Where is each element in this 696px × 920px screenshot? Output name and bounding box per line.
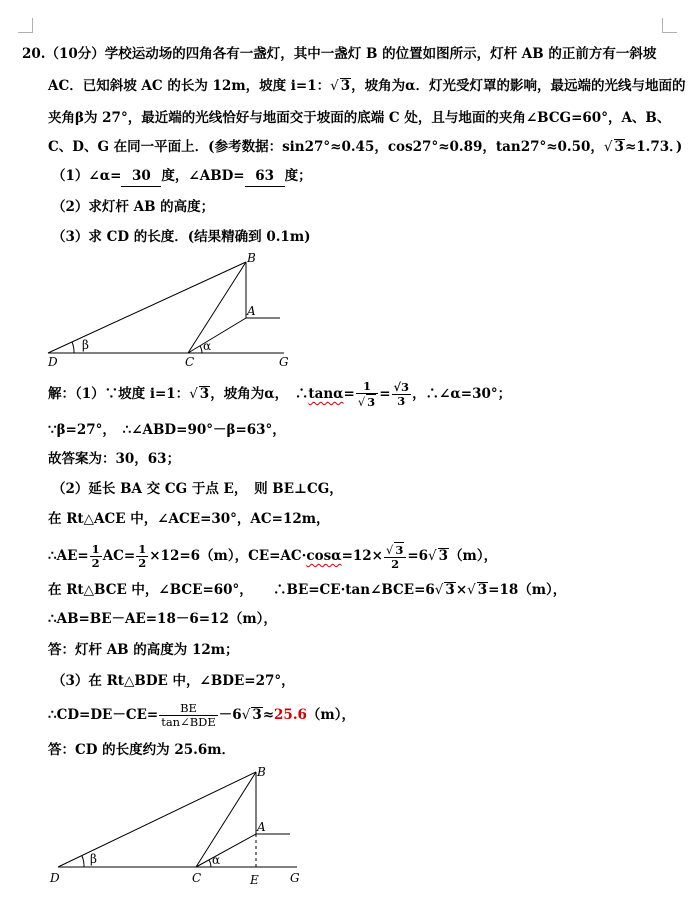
crop-mark-top-left (18, 18, 33, 33)
sqrt-sign: √ (330, 78, 339, 94)
label-a: A (247, 304, 256, 318)
label-a: A (257, 820, 266, 834)
label-c: C (192, 871, 202, 885)
fraction-1-over-sqrt3: $\frac{1}{√ 3}$ (356, 380, 378, 409)
figure-slope-diagram (40, 252, 340, 372)
label-e: E (250, 873, 259, 887)
label-alpha: α (203, 339, 212, 353)
solution-line-12: 答：CD 的长度约为 25.6m． (48, 742, 236, 758)
sqrt-radicand: 3 (340, 78, 351, 94)
figure-slope-diagram-extended (40, 762, 340, 892)
label-d: D (50, 871, 60, 885)
problem-line-2: AC．已知斜坡 AC 的长为 12m，坡度 i=1：√ 3，坡角为α．灯光受灯罩的影响，最远端的光线与地面的 (48, 78, 686, 94)
label-b: B (257, 765, 266, 779)
answer-blank-abd: 63 (245, 166, 285, 187)
solution-line-7: 在 Rt△BCE 中，∠BCE=60°， ∴BE=CE·tan∠BCE=6√ 3×√ 3=18（m）， (48, 582, 567, 598)
problem-line-3: 夹角β为 27°，最近端的光线恰好与地面交于坡面的底端 C 处，且与地面的夹角∠BCG=60°，A、B、 (48, 110, 671, 126)
question-3: （3）求 CD 的长度．(结果精确到 0.1m) (52, 229, 311, 245)
label-beta: β (90, 852, 97, 866)
label-beta: β (82, 338, 89, 352)
label-b: B (247, 252, 256, 265)
solution-line-9: 答：灯杆 AB 的高度为 12m； (48, 642, 239, 658)
solution-line-1: 解：（1）∵坡度 i=1：√ 3，坡角为α， ∴tanα= $\frac{1}{√ 3}$ = $\frac{√3}{3}$ ，∴∠α=30°； (48, 379, 512, 409)
question-2: （2）求灯杆 AB 的高度； (52, 199, 215, 215)
problem-line-1: 20.（10分）学校运动场的四角各有一盏灯，其中一盏灯 B 的位置如图所示，灯杆 AB 的正前方有一斜坡 (22, 46, 657, 62)
problem-line-4: C、D、G 在同一平面上．(参考数据：sin27°≈0.45，cos27°≈0.89，tan27°≈0.50，√ 3≈1.73．) (48, 139, 683, 155)
question-1: （1）∠α= 30 度，∠ABD= 63 度； (52, 166, 312, 187)
label-alpha: α (212, 853, 221, 867)
solution-line-6: ∴AE= $\frac{1}{2}$ AC= $\frac{1}{2}$ ×12=6（m），CE=AC·cosα=12× $\frac{√ 3}{2}$ =6√ 3（m）， (48, 542, 498, 571)
crop-mark-top-right (662, 18, 677, 33)
solution-line-10: （3）在 Rt△BDE 中，∠BDE=27°， (52, 673, 295, 689)
problem-number: 20. (22, 46, 46, 62)
solution-line-3: 故答案为：30，63； (48, 451, 181, 467)
solution-line-8: ∴AB=BE－AE=18－6=12（m）， (48, 611, 277, 627)
beta-arc (82, 856, 84, 867)
label-g: G (279, 355, 289, 369)
label-g: G (290, 871, 300, 885)
label-d: D (48, 355, 58, 369)
light-ray-far (48, 262, 246, 353)
alpha-arc (200, 346, 202, 353)
solution-line-4: （2）延长 BA 交 CG 于点 E， 则 BE⊥CG， (52, 481, 343, 497)
problem-score: （10分） (45, 46, 105, 62)
slope-ac (196, 834, 256, 867)
solution-line-5: 在 Rt△ACE 中，∠ACE=30°，AC=12m， (48, 511, 330, 527)
solution-line-2: ∵β=27°， ∴∠ABD=90°－β=63°， (48, 422, 286, 438)
final-answer-red: 25.6 (274, 707, 307, 723)
label-c: C (185, 355, 195, 369)
answer-blank-alpha: 30 (121, 166, 161, 187)
alpha-arc (209, 860, 211, 867)
tan-alpha-term: tanα (308, 386, 344, 402)
fraction-sqrt3-over-3: $\frac{√3}{3}$ (393, 380, 410, 408)
beta-arc (72, 342, 74, 353)
cos-alpha-term: cosα (306, 548, 342, 564)
solution-line-11: ∴CD=DE－CE= $\frac{BE}{\text{tan∠BDE}}$ －6√ 3≈25.6（m）， (48, 701, 355, 729)
slope-ac (188, 318, 246, 353)
fraction-be-over-tan: $\frac{BE}{\text{tan∠BDE}}$ (161, 701, 216, 729)
